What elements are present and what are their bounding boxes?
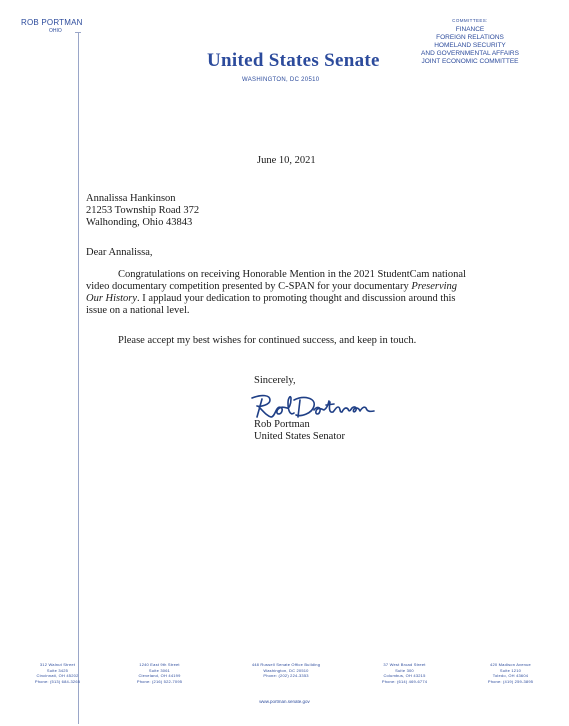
office-line: Phone: (614) 469-6774 bbox=[381, 678, 428, 684]
office-line: 37 West Broad Street bbox=[383, 662, 426, 667]
recipient-name: Annalissa Hankinson bbox=[86, 193, 176, 204]
left-margin-rule bbox=[78, 32, 79, 724]
office-line: Suite 3425 bbox=[46, 667, 69, 673]
para1-text-b: . I applaud your dedication to promoting thought and discussion around this issue on a national level. bbox=[86, 293, 456, 316]
office-line: 312 Walnut Street bbox=[39, 662, 76, 667]
office-line: Phone: (513) 684-3265 bbox=[34, 678, 81, 684]
committee-item: FINANCE bbox=[455, 26, 485, 33]
committee-item: JOINT ECONOMIC COMMITTEE bbox=[421, 58, 519, 65]
office-line: Phone: (216) 522-7095 bbox=[136, 678, 183, 684]
committees-list bbox=[395, 18, 545, 66]
footer-office-columbus bbox=[357, 662, 452, 684]
office-line: Phone: (202) 224-3353 bbox=[263, 673, 309, 678]
recipient-city: Walhonding, Ohio 43843 bbox=[86, 217, 193, 228]
office-line: 448 Russell Senate Office Building bbox=[251, 662, 321, 667]
office-line: Toledo, OH 43604 bbox=[492, 673, 529, 678]
signer-name: Rob Portman bbox=[254, 419, 310, 430]
senate-title: United States Senate bbox=[207, 50, 380, 71]
office-line: Phone: (419) 259-3895 bbox=[487, 678, 534, 684]
para1-text-a: Congratulations on receiving Honorable Mention in the 2021 StudentCam national video documentary competition presented by C-SPAN for your documentary bbox=[86, 269, 466, 292]
signer-title: United States Senator bbox=[254, 431, 345, 442]
office-line: Suite 3061 bbox=[148, 667, 171, 673]
footer-office-cincinnati bbox=[10, 662, 105, 684]
office-line: Washington, DC 20510 bbox=[263, 667, 309, 673]
closing: Sincerely, bbox=[254, 375, 296, 386]
body-paragraph-2: Please accept my best wishes for continued success, and keep in touch. bbox=[118, 335, 417, 346]
recipient-street: 21253 Township Road 372 bbox=[86, 205, 200, 216]
committee-item: FOREIGN RELATIONS bbox=[436, 34, 504, 41]
recipient-address bbox=[86, 193, 199, 229]
office-line: Cincinnati, OH 45202 bbox=[36, 673, 79, 678]
committees-heading: COMMITTEES: bbox=[452, 18, 488, 23]
footer-website: www.portman.senate.gov bbox=[259, 699, 310, 704]
office-line: Cleveland, OH 44199 bbox=[138, 673, 181, 678]
footer-office-washington bbox=[231, 662, 341, 679]
sender-name: ROB PORTMAN bbox=[21, 18, 83, 27]
sender-state: OHIO bbox=[49, 28, 62, 34]
signer-block bbox=[254, 419, 345, 443]
committee-item: AND GOVERNMENTAL AFFAIRS bbox=[421, 50, 519, 57]
office-line: Columbus, OH 43215 bbox=[383, 673, 426, 678]
office-line: Suite 1210 bbox=[499, 667, 522, 673]
office-line: 1240 East 9th Street bbox=[139, 662, 180, 667]
office-line: Suite 300 bbox=[395, 667, 414, 673]
committee-item: HOMELAND SECURITY bbox=[434, 42, 506, 49]
letter-date: June 10, 2021 bbox=[257, 155, 316, 166]
documentary-title: Preserving Our History bbox=[86, 281, 458, 304]
senate-address: WASHINGTON, DC 20510 bbox=[242, 77, 320, 83]
office-line: 420 Madison Avenue bbox=[490, 662, 531, 667]
salutation: Dear Annalissa, bbox=[86, 247, 153, 258]
footer-office-toledo bbox=[463, 662, 558, 684]
footer-office-cleveland bbox=[112, 662, 207, 684]
body-paragraph-1 bbox=[86, 269, 476, 317]
